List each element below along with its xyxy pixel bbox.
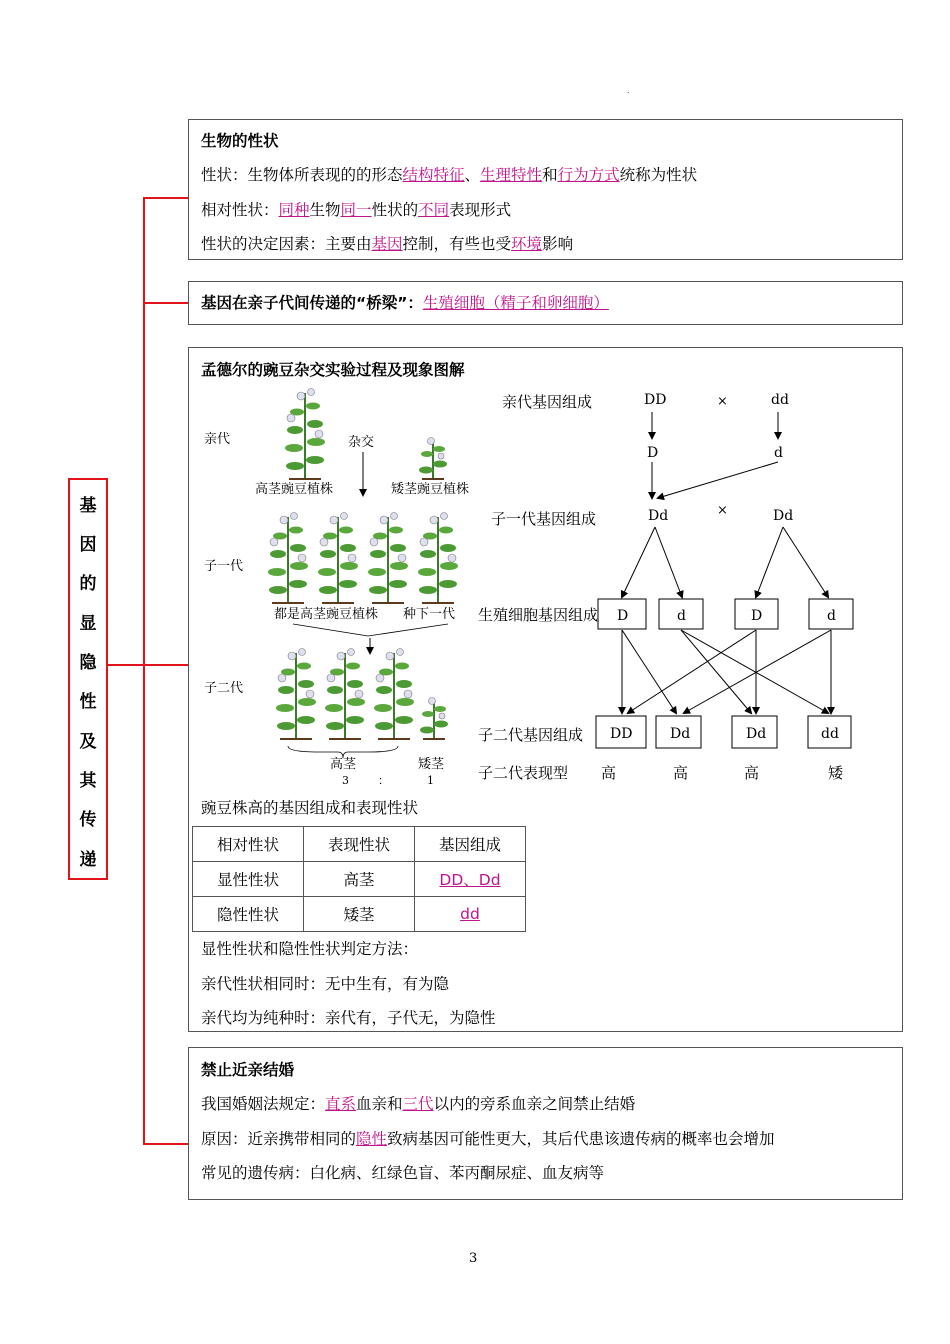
bracket-arm-1 — [143, 197, 189, 199]
f2-pheno-2: 高 — [673, 764, 689, 782]
text: 表现形式 — [449, 201, 512, 219]
f2-geno-1: DD — [610, 726, 633, 742]
table-cell — [415, 862, 526, 897]
table-caption: 豌豆株高的基因组成和表现性状 — [201, 799, 419, 817]
label-f2-pheno: 子二代表现型 — [478, 764, 569, 782]
cross-sign-2: × — [717, 503, 728, 518]
f2-geno-3: Dd — [746, 726, 767, 742]
gamete-d: d — [774, 445, 783, 461]
label-parent-geno: 亲代基因组成 — [502, 393, 593, 411]
side-char: 隐 — [79, 653, 97, 673]
box1-line3 — [201, 234, 573, 254]
f2-pheno-4: 矮 — [828, 764, 844, 782]
highlight: 直系 — [325, 1095, 357, 1113]
gamete-box-d-1: d — [677, 608, 686, 624]
label-short: 矮茎 — [418, 757, 445, 772]
gamete-box-D-1: D — [617, 608, 629, 624]
box1-line1 — [201, 165, 697, 185]
table-header: 表现性状 — [304, 827, 415, 862]
side-char: 递 — [79, 850, 97, 870]
cross-sign-1: × — [717, 394, 728, 409]
f2-geno-4: dd — [821, 726, 839, 742]
bracket-arm-4 — [143, 1143, 189, 1145]
highlight: 三代 — [402, 1095, 434, 1113]
table-cell: 高茎 — [304, 862, 415, 897]
ratio-tall: 3 — [342, 774, 349, 787]
side-char: 的 — [79, 574, 97, 594]
text: 统称为性状 — [619, 166, 698, 184]
label-plant-next: 种下一代 — [403, 607, 456, 622]
label-tall-plant: 高茎豌豆植株 — [255, 482, 334, 497]
side-char: 因 — [79, 535, 97, 555]
text: 性状的 — [371, 201, 419, 219]
method-1: 亲代性状相同时：无中生有，有为隐 — [201, 975, 450, 993]
label-gamete-geno: 生殖细胞基因组成 — [478, 606, 599, 624]
table-row — [193, 862, 526, 897]
box4-line1 — [201, 1094, 635, 1114]
geno-dd: dd — [771, 392, 789, 408]
highlight: 基因 — [371, 235, 403, 253]
text: 原因：近亲携带相同的 — [201, 1130, 357, 1148]
highlight: 不同 — [418, 201, 450, 219]
highlight: 同种 — [278, 201, 310, 219]
geno-Dd-1: Dd — [648, 508, 669, 524]
f2-geno-2: Dd — [670, 726, 691, 742]
table-cell: 矮茎 — [304, 897, 415, 932]
side-char: 显 — [79, 614, 97, 634]
geno-Dd-2: Dd — [773, 508, 794, 524]
highlight: 结构特征 — [402, 166, 465, 184]
text: 血亲和 — [356, 1095, 403, 1113]
highlight: 同一 — [340, 201, 372, 219]
text: 生物 — [309, 201, 341, 219]
gamete-D: D — [647, 445, 659, 461]
label-f1-geno: 子一代基因组成 — [491, 510, 597, 528]
mendel-diagram — [188, 380, 903, 800]
text: 控制，有些也受 — [402, 235, 512, 253]
gamete-box-D-2: D — [751, 608, 763, 624]
table-cell — [415, 897, 526, 932]
bracket-arm-3 — [108, 664, 189, 666]
highlight: 生理特性 — [480, 166, 543, 184]
text: 性状：生物体所表现的的形态 — [201, 166, 403, 184]
bracket-arm-2 — [143, 302, 189, 304]
text: 我国婚姻法规定： — [201, 1095, 326, 1113]
ratio-short: 1 — [427, 774, 434, 787]
page-number: 3 — [469, 1251, 478, 1266]
label-f2: 子二代 — [204, 681, 244, 696]
text: 以内的旁系血亲之间禁止结婚 — [433, 1095, 636, 1113]
geno-DD: DD — [644, 392, 667, 408]
label-cross: 杂交 — [348, 435, 375, 450]
table-cell: 显性性状 — [193, 862, 304, 897]
ratio-colon: ： — [378, 774, 389, 787]
f2-pheno-1: 高 — [601, 764, 617, 782]
text: 性状的决定因素：主要由 — [201, 235, 372, 253]
box1-title: 生物的性状 — [201, 132, 279, 150]
top-dot: . — [627, 86, 630, 95]
label-all-tall: 都是高茎豌豆植株 — [274, 607, 379, 622]
label-f2-geno: 子二代基因组成 — [478, 726, 584, 744]
method-title: 显性性状和隐性性状判定方法： — [201, 940, 419, 958]
f2-pheno-3: 高 — [744, 764, 760, 782]
side-char: 性 — [79, 692, 97, 712]
label-f1: 子一代 — [204, 559, 244, 574]
bracket-vertical — [143, 197, 145, 1145]
highlight: 环境 — [511, 235, 543, 253]
text: 相对性状： — [201, 201, 279, 219]
method-2: 亲代均为纯种时：亲代有，子代无，为隐性 — [201, 1009, 496, 1027]
highlight: dd — [460, 905, 480, 923]
label-tall: 高茎 — [330, 757, 357, 772]
box4-line3: 常见的遗传病：白化病、红绿色盲、苯丙酮尿症、血友病等 — [201, 1164, 605, 1182]
label-parent-gen: 亲代 — [204, 432, 231, 447]
box1-line2 — [201, 200, 511, 220]
box4-title: 禁止近亲结婚 — [201, 1061, 295, 1079]
side-char: 基 — [79, 496, 97, 516]
highlight: 隐性 — [356, 1130, 388, 1148]
text: 影响 — [542, 235, 574, 253]
side-title — [68, 478, 108, 880]
highlight: 生殖细胞（精子和卵细胞） — [422, 294, 609, 312]
side-char: 传 — [79, 810, 97, 830]
box4-line2 — [201, 1129, 775, 1149]
text: 致病基因可能性更大，其后代患该遗传病的概率也会增加 — [387, 1130, 775, 1148]
highlight: DD、Dd — [439, 871, 501, 889]
table-header: 相对性状 — [193, 827, 304, 862]
side-char: 及 — [79, 732, 97, 752]
text: 、 — [464, 166, 481, 184]
gamete-box-d-2: d — [827, 608, 836, 624]
table-header: 基因组成 — [415, 827, 526, 862]
table-row — [193, 897, 526, 932]
text: 和 — [542, 166, 558, 184]
box2-line — [201, 293, 609, 313]
label-short-plant: 矮茎豌豆植株 — [391, 482, 470, 497]
text: 基因在亲子代间传递的“桥梁”： — [201, 294, 423, 312]
table-row — [193, 827, 526, 862]
side-char: 其 — [79, 771, 97, 791]
highlight: 行为方式 — [557, 166, 620, 184]
box3-title: 孟德尔的豌豆杂交实验过程及现象图解 — [201, 361, 465, 379]
table-cell: 隐性性状 — [193, 897, 304, 932]
genotype-table — [192, 826, 526, 932]
